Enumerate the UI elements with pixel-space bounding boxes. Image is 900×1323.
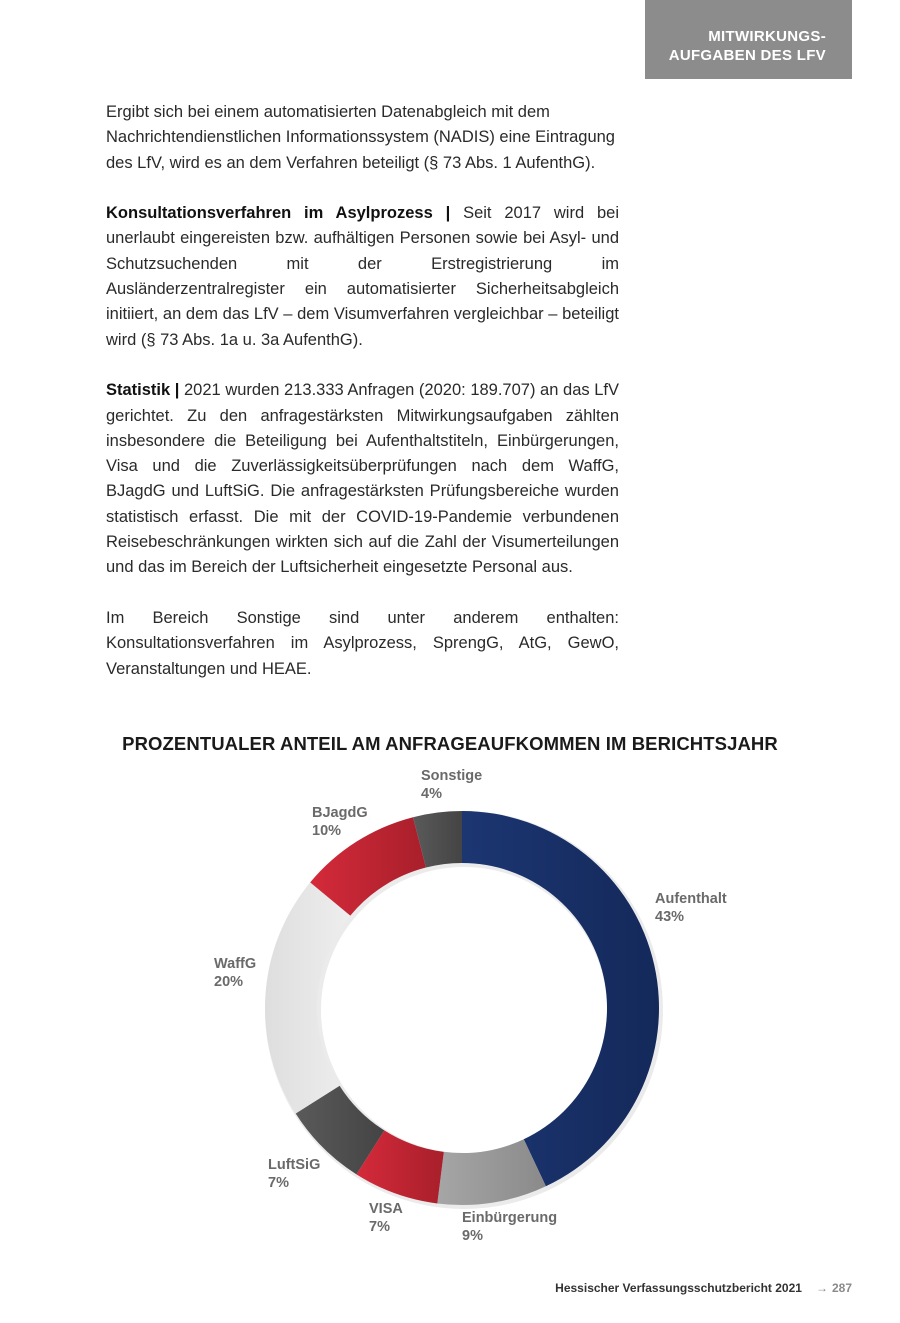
slice-label-value: 20%: [214, 973, 244, 990]
slice-label-bjagdg: [312, 805, 368, 840]
paragraph-konsultation-text: Seit 2017 wird bei unerlaubt eingereisten bzw. aufhältigen Personen sowie bei Asyl- und Schutzsuchenden mit der Erstregistrierung im Ausländerzentralregister ein automatisierter Sicherheitsabgleich initiiert, an dem das LfV – dem Visumverfahren vergleichbar – beteiligt wird (§ 73 Abs. 1a u. 3a AufenthG).: [106, 204, 620, 349]
paragraph-konsultation-heading: Konsultationsverfahren im Asylprozess |: [106, 204, 451, 223]
slice-label-name: Aufenthalt: [655, 891, 727, 907]
paragraph-statistik-text: 2021 wurden 213.333 Anfragen (2020: 189.707) an das LfV gerichtet. Zu den anfragestärksten Mitwirkungsaufgaben zählten insbesondere die Beteiligung bei Aufenthaltstiteln, Einbürgerungen, Visa und die Zuverlässigkeitsüberprüfungen nach dem WaffG, BJagdG und LuftSiG. Die anfragestärksten Prüfungsbereiche wurden statistisch erfasst. Die mit der COVID-19-Pandemie verbundenen Reisebeschränkungen wirkten sich auf die Zahl der Visumerteilungen und das im Bereich der Luftsicherheit eingesetzte Personal aus.: [106, 381, 619, 577]
paragraph-sonstige: Im Bereich Sonstige sind unter anderem enthalten: Konsultationsverfahren im Asylprozess, SprengG, AtG, GewO, Veranstaltungen und HEAE.: [106, 608, 619, 678]
slice-label-value: 4%: [421, 785, 442, 802]
slice-label-value: 10%: [312, 822, 342, 839]
slice-label-einbuergerung: [462, 1210, 557, 1245]
slice-label-name: Sonstige: [421, 768, 483, 784]
paragraph-statistik: [106, 378, 619, 580]
slice-label-aufenthalt: [655, 891, 727, 926]
donut-chart: [0, 760, 900, 1260]
slice-label-name: LuftSiG: [268, 1157, 321, 1173]
slice-label-name: WaffG: [214, 956, 257, 972]
paragraph-konsultation: [106, 201, 619, 353]
section-tab: [645, 0, 852, 79]
slice-label-sonstige: [421, 768, 482, 803]
slice-label-value: 7%: [369, 1218, 390, 1235]
slice-label-value: 7%: [268, 1174, 289, 1191]
body-text: [106, 100, 619, 707]
paragraph-statistik-heading: Statistik |: [106, 381, 180, 400]
slice-label-name: Einbürgerung: [462, 1210, 558, 1226]
slice-label-name: BJagdG: [312, 805, 368, 821]
report-title: Hessischer Verfassungsschutzbericht 2021: [555, 1281, 802, 1295]
chart-title: PROZENTUALER ANTEIL AM ANFRAGEAUFKOMMEN IM BERICHTSJAHR: [122, 733, 778, 754]
paragraph-nadis: Ergibt sich bei einem automatisierten Datenabgleich mit dem Nachrichtendienstlichen Informationssystem (NADIS) eine Eintragung des LfV, wird es an dem Verfahren beteiligt (§ 73 Abs. 1 AufenthG).: [106, 103, 615, 172]
page-number: 287: [831, 1281, 852, 1295]
slice-label-value: 9%: [462, 1227, 483, 1244]
slice-label-visa: [369, 1201, 403, 1236]
slice-label-luftsig: [268, 1157, 320, 1192]
section-tab-line2: AUFGABEN DES LFV: [668, 47, 826, 64]
section-tab-line1: MITWIRKUNGS-: [708, 28, 826, 45]
slice-label-value: 43%: [655, 908, 685, 925]
slice-label-waffg: [214, 956, 256, 991]
slice-label-name: VISA: [369, 1201, 403, 1217]
page-footer: [555, 1281, 852, 1295]
arrow-right-icon: →: [815, 1281, 828, 1295]
